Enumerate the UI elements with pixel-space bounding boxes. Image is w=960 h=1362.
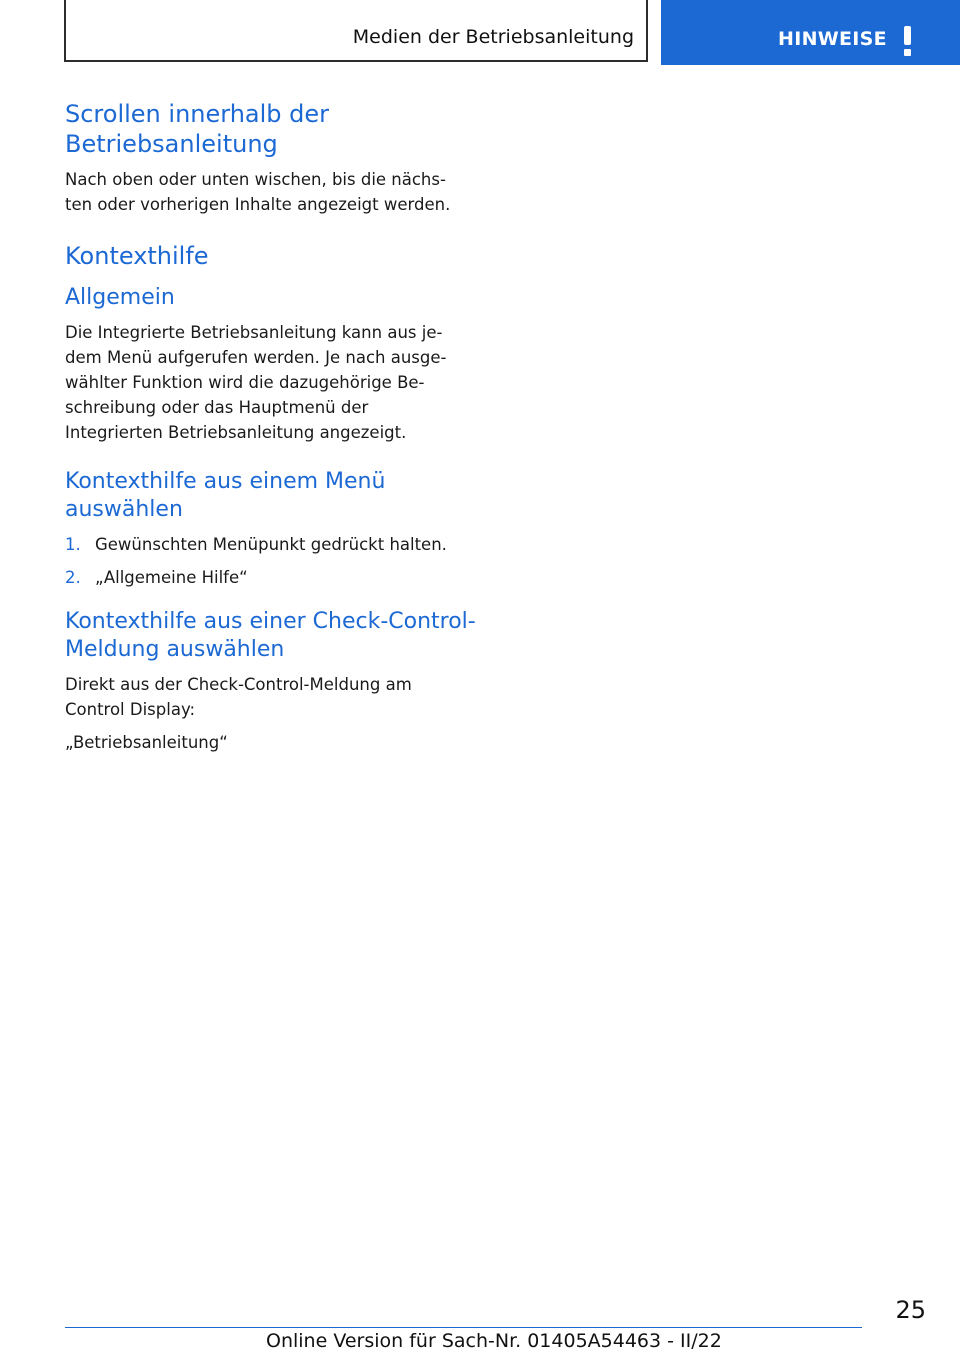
heading-menu: Kontexthilfe aus einem Menü auswählen <box>65 469 386 522</box>
heading-checkcontrol: Kontexthilfe aus einer Check-Control- Meldung auswählen <box>65 609 476 662</box>
page-content <box>65 99 480 755</box>
heading-kontexthilfe: Kontexthilfe <box>65 242 209 270</box>
list-item: 1. Gewünschten Menüpunkt gedrückt halten. <box>65 535 447 554</box>
paragraph-betriebsanleitung: „Betriebsanleitung“ <box>65 733 228 752</box>
footer-text: Online Version für Sach-Nr. 01405A54463 - II/22 <box>266 1330 722 1352</box>
header-title: Medien der Betriebsanleitung <box>352 26 634 48</box>
list-item: 2. „Allgemeine Hilfe“ <box>65 568 248 587</box>
heading-allgemein: Allgemein <box>65 285 175 310</box>
header-box <box>64 0 648 62</box>
steps-list <box>65 532 480 590</box>
page-number: 25 <box>895 1296 926 1324</box>
heading-scroll: Scrollen innerhalb der Betriebsanleitung <box>65 100 330 158</box>
footer-divider <box>65 1327 862 1328</box>
chapter-label: HINWEISE <box>778 28 887 50</box>
paragraph-checkcontrol: Direkt aus der Check-Control-Meldung am Control Display: <box>65 675 412 719</box>
paragraph-scroll: Nach oben oder unten wischen, bis die nächs- ten oder vorherigen Inhalte angezeigt werden. <box>65 170 451 214</box>
chapter-tab[interactable] <box>661 0 960 65</box>
exclamation-icon <box>901 26 915 56</box>
paragraph-allgemein: Die Integrierte Betriebsanleitung kann aus je- dem Menü aufgerufen werden. Je nach ausge- wählter Funktion wird die dazugehörige Be- schreibung oder das Hauptmenü der Integrierten Betriebsanleitung angezeigt. <box>65 323 447 442</box>
